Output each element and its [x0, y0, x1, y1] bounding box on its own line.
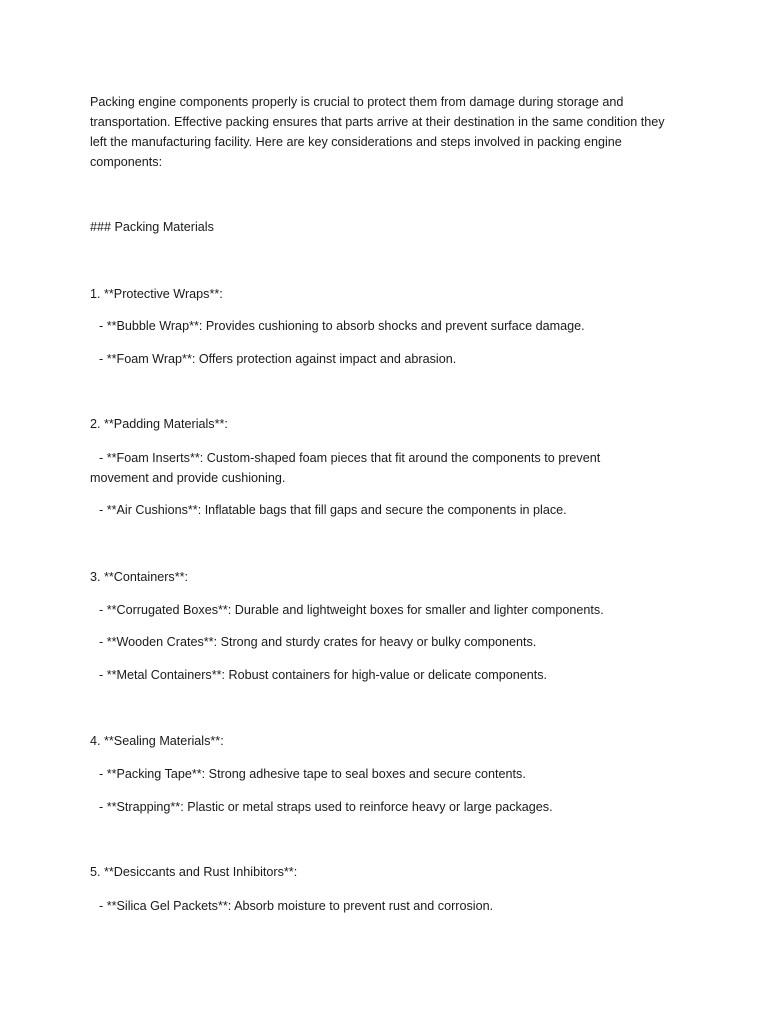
intro-line-1: Packing engine components properly is crucial to protect them from damage during storage and: [90, 95, 624, 109]
section-3-item-1: - **Corrugated Boxes**: Durable and lightweight boxes for smaller and lighter components.: [99, 603, 604, 617]
section-2-item-1: - **Foam Inserts**: Custom-shaped foam pieces that fit around the components to prevent: [99, 451, 601, 465]
section-4-item-2: - **Strapping**: Plastic or metal straps used to reinforce heavy or large packages.: [99, 800, 553, 814]
section-1-item-2: - **Foam Wrap**: Offers protection against impact and abrasion.: [99, 352, 457, 366]
section-3-item-3: - **Metal Containers**: Robust containers for high-value or delicate components.: [99, 668, 548, 682]
section-heading: ### Packing Materials: [90, 220, 214, 234]
section-2-item-2: - **Air Cushions**: Inflatable bags that fill gaps and secure the components in place.: [99, 503, 567, 517]
section-2-title: 2. **Padding Materials**:: [90, 417, 228, 431]
section-4-item-1: - **Packing Tape**: Strong adhesive tape to seal boxes and secure contents.: [99, 767, 526, 781]
intro-line-3: left the manufacturing facility. Here are key considerations and steps involved in packing engine: [90, 135, 622, 149]
intro-line-4: components:: [90, 155, 163, 169]
section-2-item-1-wrap: movement and provide cushioning.: [90, 471, 286, 485]
section-5-title: 5. **Desiccants and Rust Inhibitors**:: [90, 865, 298, 879]
section-1-title: 1. **Protective Wraps**:: [90, 287, 223, 301]
section-5-item-1: - **Silica Gel Packets**: Absorb moisture to prevent rust and corrosion.: [99, 899, 494, 913]
section-3-item-2: - **Wooden Crates**: Strong and sturdy crates for heavy or bulky components.: [99, 635, 537, 649]
intro-line-2: transportation. Effective packing ensures that parts arrive at their destination in the same condition they: [90, 115, 665, 129]
section-4-title: 4. **Sealing Materials**:: [90, 734, 224, 748]
section-1-item-1: - **Bubble Wrap**: Provides cushioning to absorb shocks and prevent surface damage.: [99, 319, 585, 333]
section-3-title: 3. **Containers**:: [90, 570, 189, 584]
